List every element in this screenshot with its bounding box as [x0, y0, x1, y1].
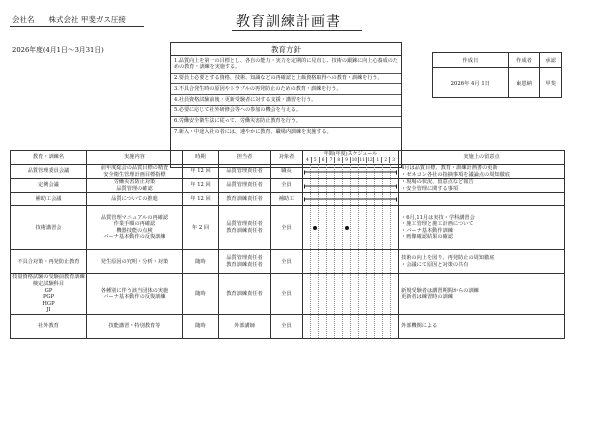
person-cell: 品質管理責任者 教育訓練責任者 [219, 250, 271, 274]
approval-stamp-table [432, 52, 562, 98]
schedule-title: 年間(年度)スケジュール [323, 151, 378, 157]
record-cell: ・現場の状況、留意点など報告 ・安全管理に関する事項 [399, 179, 565, 193]
month-label: 5 [311, 157, 319, 163]
content-cell: 労働災害防止対策 品質管理の確認 [87, 179, 183, 193]
schedule-cell [303, 165, 399, 179]
training-name-cell: 技量資格試験の受験前教育訓練 検定試験科目 GP PGP HGP JI [12, 274, 85, 314]
schedule-bar [304, 171, 397, 172]
policy-item: 4.社員資格試験前後・更新受験者に対する支援・講習を行う。 [171, 95, 401, 106]
content-cell: 技能講習・特別教育等 [87, 314, 183, 338]
month-label: 3 [389, 157, 397, 163]
policy-item: 2.要員上必要とする資格、技術、知識などの再確認と上級資格取得への教育・訓練を行う。 [171, 74, 401, 85]
training-name-cell: 定例会議 [11, 179, 87, 193]
period-cell: 年 12 回 [183, 179, 219, 193]
target-cell: 全員 [271, 179, 303, 193]
period-cell: 随時 [183, 274, 219, 315]
content-cell: 各種別に伴う該当団体の実施 バーナ基本動作の反復訓練 [87, 274, 183, 315]
plan-row [11, 165, 565, 179]
person-cell: 教育訓練責任者 [219, 274, 271, 315]
plan-row [11, 193, 565, 206]
period-cell: 年 12 回 [183, 193, 219, 206]
content-cell: 前年度総会の品質目標の精査 安全衛生管理計画目標指標 [87, 165, 183, 179]
target-cell: 職長 [271, 165, 303, 179]
training-name-cell: 品質管理委員会議 [11, 165, 87, 179]
header-schedule [303, 151, 399, 165]
record-cell: 技術の向上を図り、再発防止の周知徹底 ・会議にて原因と対策の共有 [399, 250, 565, 274]
company-info [12, 14, 126, 25]
target-cell: 全員 [271, 314, 303, 338]
plan-row [11, 314, 565, 338]
month-label: 8 [334, 157, 342, 163]
period-cell: 年 12 回 [183, 165, 219, 179]
policy-item: 3.不具合発生時の原因やトラブルの再発防止のための教育・訓練を行う。 [171, 84, 401, 95]
stamp-header-author: 作成者 [508, 53, 540, 68]
schedule-cell [303, 314, 399, 338]
stamp-author: 東恩納 [508, 68, 540, 98]
month-label: 4 [306, 157, 309, 162]
target-cell: 全員 [271, 250, 303, 274]
record-cell: 4月は品質目標、教育・訓練計画書の更新 ・ゼネコン各社の指摘事項を議論点の周知徹底 [399, 165, 565, 179]
month-label: 10 [351, 157, 358, 162]
person-cell: 品質管理責任者 教育訓練責任者 [219, 206, 271, 250]
policy-item: 1.品質向上を第一の目標とし、各自の能力・実力を定期的に見直し、技術の鍛錬に向上心養成のための教育・訓練を実施する。 [171, 56, 401, 74]
month-label: 6 [319, 157, 327, 163]
schedule-cell [303, 193, 399, 206]
content-cell: 発生原因の究明・分析・対策 [87, 250, 183, 274]
record-cell [399, 193, 565, 206]
record-cell: 外部機関による [399, 314, 565, 338]
title-underline [232, 30, 362, 31]
schedule-cell [303, 206, 399, 250]
policy-item: 6.労働安全衛生法に従って、労働災害防止教育を行う。 [171, 117, 401, 128]
stamp-created-date: 2026年 4月 1日 [433, 68, 509, 98]
fiscal-year: 2026年度(4月1日～3月31日) [12, 46, 104, 54]
policy-item: 7.新入・中途入社の者には、速やかに教育、職場内訓練を実施する。 [174, 129, 332, 136]
stamp-header-created-date: 作成日 [433, 53, 509, 68]
plan-row [11, 274, 565, 315]
plan-row [11, 250, 565, 274]
period-cell: 随時 [183, 250, 219, 274]
header-record: 実施上の留意点 [399, 151, 565, 165]
content-cell: 品質管理マニュアルの再確認 作業手順の再確認 機器技能の点検 バーナ基本動作の反復訓練 [87, 206, 183, 250]
months-row [304, 157, 397, 163]
header-training-name: 教育・訓練名 [11, 151, 87, 165]
training-name-cell: 補助工会議 [11, 193, 87, 206]
stamp-approver: 甲斐 [540, 68, 562, 98]
plan-row [11, 206, 565, 250]
company-underline [10, 26, 144, 27]
schedule-cell [303, 274, 399, 315]
training-name-cell: 不具合対策・再発防止教育 [11, 250, 87, 274]
schedule-bar [304, 185, 397, 186]
target-cell: 全員 [271, 274, 303, 315]
header-content: 実施内容 [87, 151, 183, 165]
schedule-bar [304, 199, 397, 200]
person-cell: 教育訓練責任者 [219, 193, 271, 206]
month-label: 12 [367, 157, 373, 162]
person-cell: 外部講師 [219, 314, 271, 338]
month-label: 1 [373, 157, 381, 163]
header-target: 対象者 [271, 151, 303, 165]
header-period: 時期 [183, 151, 219, 165]
schedule-cell [303, 250, 399, 274]
month-label: 7 [326, 157, 334, 163]
period-cell: 年 2 回 [183, 206, 219, 250]
schedule-cell [303, 179, 399, 193]
record-cell: 新規受験者は講習期間からの訓練 更新者は練習時の訓練 [399, 274, 565, 315]
person-cell: 品質管理責任者 [219, 165, 271, 179]
training-name-cell: 技術講習会 [11, 206, 87, 250]
period-cell: 随時 [183, 314, 219, 338]
plan-row [11, 179, 565, 193]
training-name-cell: 社外教育 [11, 314, 87, 338]
header-person: 担当者 [219, 151, 271, 165]
target-cell: 補助工 [271, 193, 303, 206]
policy-title: 教育方針 [171, 43, 401, 56]
record-cell: ・6月,11月は実技・学科講習会 ・施工管理と施工計画について ・バーナ基本動作訓練 ・画像確認結果の確認 [399, 206, 565, 250]
page-title: 教育訓練計画書 [236, 14, 341, 30]
month-label: 11 [359, 157, 365, 162]
stamp-header-approval: 承認 [540, 53, 562, 68]
company-name: 株式会社 甲斐ガス圧接 [48, 15, 126, 24]
month-label: 9 [342, 157, 350, 163]
training-plan-table [10, 150, 565, 339]
person-cell: 品質管理責任者 [219, 179, 271, 193]
policy-item: 5.必要に応じて社外研修会等への参加の機会を与える。 [171, 106, 401, 117]
company-label: 会社名 [12, 15, 35, 24]
content-cell: 品質についての推進 [87, 193, 183, 206]
schedule-dot [313, 226, 317, 230]
schedule-dot [345, 226, 349, 230]
target-cell: 全員 [271, 206, 303, 250]
month-label: 2 [381, 157, 389, 163]
